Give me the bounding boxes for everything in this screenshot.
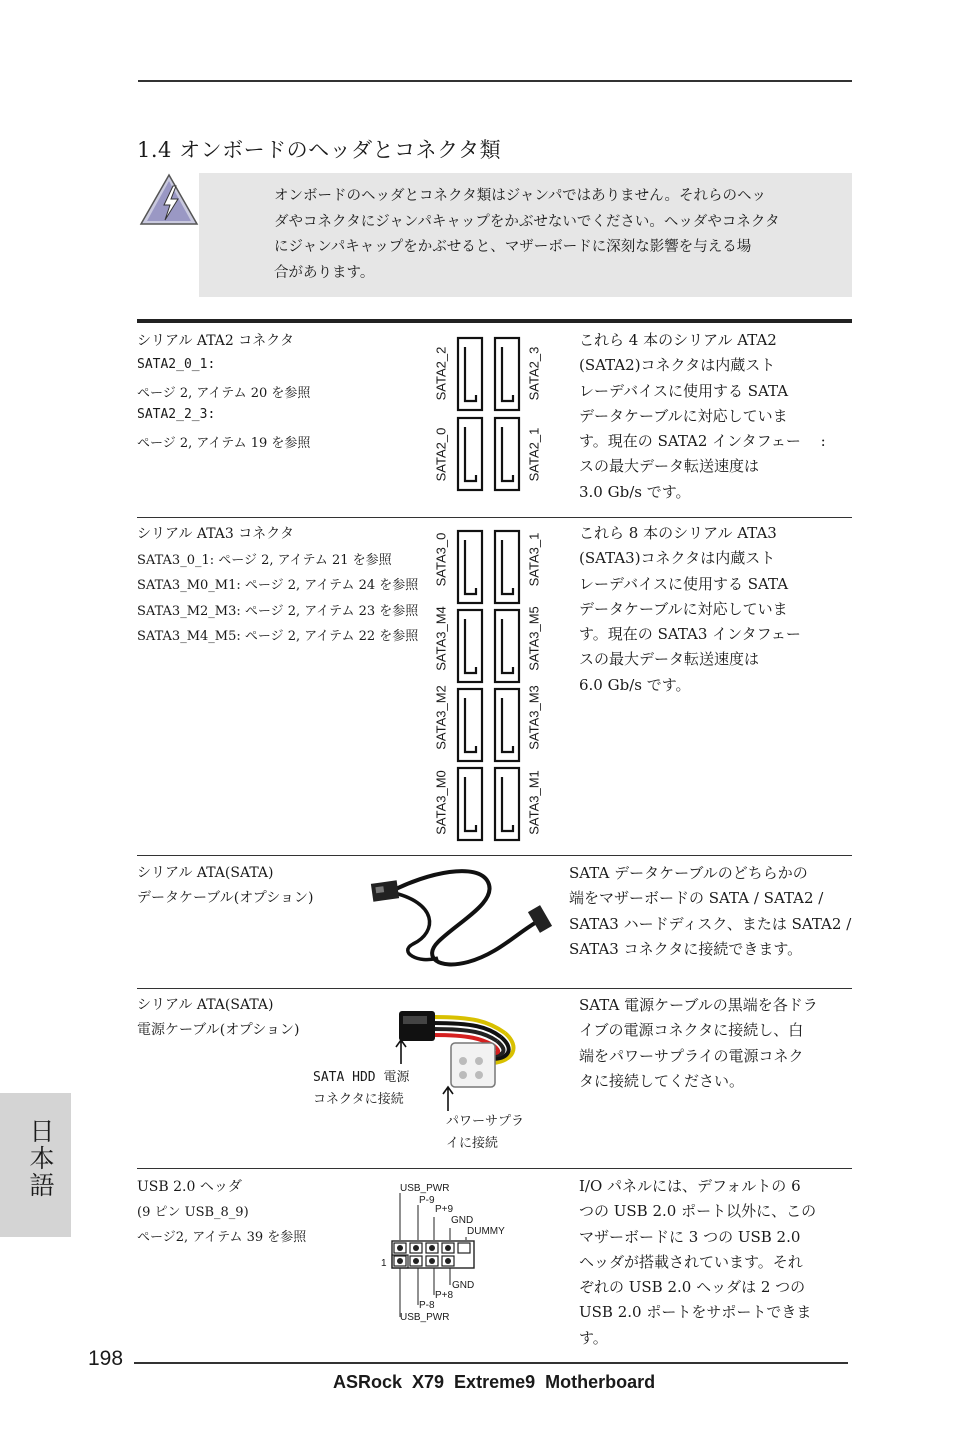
desc-line: データケーブルに対応していま [579,406,788,425]
desc-line: ぞれの USB 2.0 ヘッダは 2 つの [579,1278,806,1297]
port-label: SATA2_3 [526,346,542,401]
power-cable-description [579,993,818,1094]
usb-subtitle: (9 ピン USB_8_9) [137,1205,249,1220]
desc-line: USB 2.0 ポートをサポートできま [579,1303,812,1322]
section-rule [137,855,852,856]
sata3-ref: SATA3_M0_M1: ページ 2, アイテム 24 を参照 [137,578,419,593]
port-label: SATA3_M5 [526,606,542,671]
desc-line: これら 4 本のシリアル ATA2 [579,331,777,349]
callout-hdd: SATA HDD 電源 [313,1070,410,1085]
warning-line: ダやコネクタにジャンパキャップをかぶせないでください。ヘッダやコネクタ [274,213,780,230]
desc-line: つの USB 2.0 ポート以外に、この [579,1202,817,1221]
sata-cable-title: データケーブル(オプション) [137,890,314,906]
warning-text [274,184,780,286]
sata3-ref: SATA3_M4_M5: ページ 2, アイテム 22 を参照 [137,629,419,644]
port-label: SATA3_1 [526,532,542,587]
sata2-ref: SATA2_0_1: [137,357,216,372]
page-number: 198 [88,1347,124,1370]
pin-label: P-8 [419,1300,435,1311]
desc-line: マザーボードに 3 つの USB 2.0 [579,1227,801,1246]
pin-label: P+9 [435,1204,454,1215]
desc-line: す。 [579,1328,608,1347]
footer-title: ASRock X79 Extreme9 Motherboard [333,1372,656,1392]
usb-title: USB 2.0 ヘッダ [137,1179,242,1195]
sata2-ref: ページ 2, アイテム 20 を参照 [137,386,311,401]
sata2-connector-diagram [455,335,525,495]
pin-label: P-9 [419,1195,435,1206]
arrow-up-icon [394,1038,408,1066]
warning-line: オンボードのヘッダとコネクタ類はジャンパではありません。それらのヘッ [274,188,766,204]
desc-line: SATA3 ハードディスク、または SATA2 / [569,914,852,933]
desc-line: SATA3 コネクタに接続できます。 [569,939,803,958]
section-title: 1.4 オンボードのヘッダとコネクタ類 [137,138,502,162]
desc-line: データケーブルに対応していま [579,599,788,618]
desc-line: SATA データケーブルのどちらかの [569,864,808,882]
pin-label-1: 1 [381,1258,387,1269]
desc-line: 端をパワーサプライの電源コネク [579,1046,804,1065]
top-rule [138,80,852,82]
desc-line: スの最大データ転送速度は [579,457,760,476]
pin-label: DUMMY [467,1226,505,1237]
desc-line: (SATA3)コネクタは内蔵スト [579,549,776,568]
desc-line: 3.0 Gb/s です。 [579,482,691,501]
port-label: SATA2_1 [526,427,542,482]
sata3-connector-diagram [455,528,525,844]
desc-line: (SATA2)コネクタは内蔵スト [579,356,776,375]
port-label: SATA3_0 [433,532,449,587]
usb-description [579,1174,816,1351]
sata2-ref: ページ 2, アイテム 19 を参照 [137,436,311,451]
port-label: SATA3_M0 [433,770,449,835]
desc-line: タに接続してください。 [579,1071,745,1090]
pin-label: USB_PWR [400,1312,450,1323]
section-rule [137,1168,852,1169]
pin-label: P+8 [435,1290,454,1301]
warning-icon [138,172,200,228]
desc-line: 6.0 Gb/s です。 [579,675,691,694]
sata2-description [579,328,826,505]
callout-psu: イに接続 [446,1136,499,1151]
pin-label: USB_PWR [400,1183,450,1194]
section-rule [137,988,852,989]
sata2-title: シリアル ATA2 コネクタ [137,333,294,349]
power-cable-title: シリアル ATA(SATA) [137,997,274,1013]
sata-cable-title: シリアル ATA(SATA) [137,865,274,881]
desc-line: レーデバイスに使用する SATA [579,381,789,400]
desc-line: スの最大データ転送速度は [579,650,760,669]
sata-cable-description [569,861,851,962]
desc-line: ヘッダが搭載されています。それ [579,1252,803,1271]
port-label: SATA2_0 [433,427,449,482]
port-label: SATA2_2 [433,346,449,401]
desc-line: す。現在の SATA2 インタフェー : [579,432,826,451]
sata3-ref: SATA3_0_1: ページ 2, アイテム 21 を参照 [137,553,392,568]
section-rule-thick [137,319,852,323]
power-cable-title: 電源ケーブル(オプション) [137,1022,300,1038]
desc-line: SATA 電源ケーブルの黒端を各ドラ [579,996,818,1014]
port-label: SATA3_M1 [526,770,542,835]
desc-line: す。現在の SATA3 インタフェー [579,625,801,644]
sata3-title: シリアル ATA3 コネクタ [137,526,294,542]
port-label: SATA3_M3 [526,685,542,750]
sata-data-cable-image [368,862,558,982]
desc-line: I/O パネルには、デフォルトの 6 [579,1177,801,1195]
warning-line: にジャンパキャップをかぶせると、マザーボードに深刻な影響を与える場 [274,239,752,255]
desc-line: レーデバイスに使用する SATA [579,574,789,593]
sata3-description [579,521,801,698]
section-rule [137,517,852,518]
pin-label: GND [451,1215,474,1226]
footer-rule [134,1362,848,1364]
sata-power-cable-image [393,1003,528,1093]
sata3-ref: SATA3_M2_M3: ページ 2, アイテム 23 を参照 [137,604,419,619]
language-tab-label: 日本語 [26,1118,55,1199]
usb-ref: ページ2, アイテム 39 を参照 [137,1230,307,1245]
arrow-up-icon [441,1085,455,1113]
callout-hdd: コネクタに接続 [313,1092,404,1107]
pin-label: GND [452,1280,475,1291]
desc-line: イブの電源コネクタに接続し、白 [579,1021,804,1040]
desc-line: 端をマザーボードの SATA / SATA2 / [569,889,824,908]
sata2-ref: SATA2_2_3: [137,407,216,422]
callout-psu: パワーサプラ [446,1114,525,1129]
desc-line: これら 8 本のシリアル ATA3 [579,524,777,542]
port-label: SATA3_M2 [433,685,449,750]
port-label: SATA3_M4 [433,606,449,671]
warning-line: 合があります。 [274,264,375,281]
